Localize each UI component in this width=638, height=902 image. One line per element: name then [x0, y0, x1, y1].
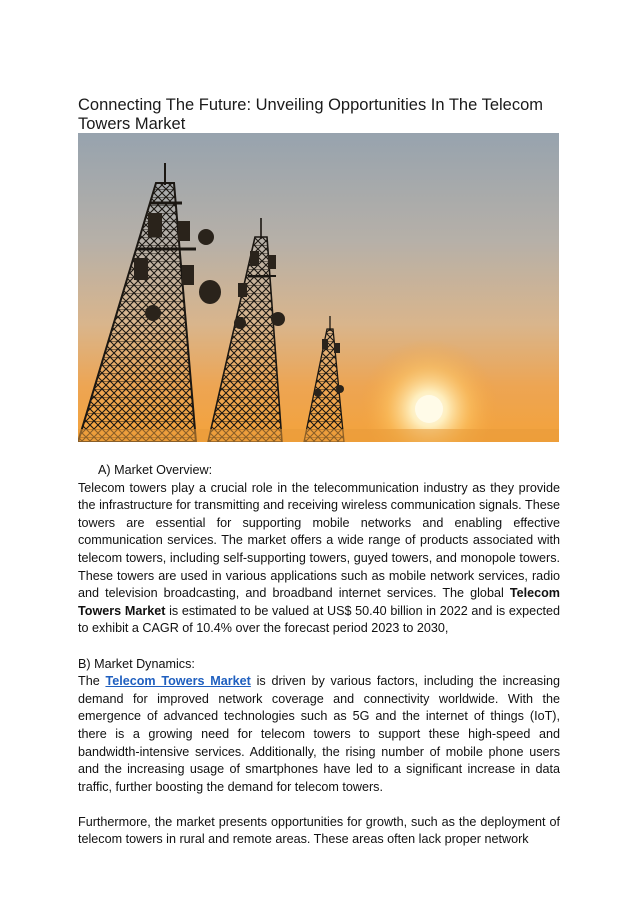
article-body	[78, 462, 560, 849]
overview-heading: A) Market Overview:	[98, 463, 213, 477]
dynamics-text-1: The	[78, 674, 106, 689]
overview-paragraph	[78, 480, 560, 638]
telecom-towers-sunset-photo	[78, 133, 559, 442]
article-title: Connecting The Future: Unveiling Opportunities In The Telecom Towers Market	[78, 96, 544, 133]
dynamics-text-2: is driven by various factors, including the increasing demand for improved network coverage and connectivity worldwide. With the emergence of advanced technologies such as 5G and the internet of things (IoT), there is a growing need for telecom towers to support these high-speed and bandwidth-intensive services. Additionally, the rising number of mobile phone users and the increasing usage of smartphones have led to a significant increase in data traffic, further boosting the demand for telecom towers.	[78, 674, 561, 794]
growth-paragraph: Furthermore, the market presents opportunities for growth, such as the deployment of telecom towers in rural and remote areas. These areas often lack proper network	[78, 814, 560, 847]
overview-text-2: is estimated to be valued at US$ 50.40 billion in 2022 and is expected to exhibit a CAGR of 10.4% over the forecast period 2023 to 2030,	[78, 603, 560, 636]
overview-bold-term: Telecom Towers Market	[78, 586, 560, 618]
overview-text-1: Telecom towers play a crucial role in the telecommunication industry as they provide the infrastructure for transmitting and receiving wireless communication signals. These towers are essential for supporting mobile networks and enabling effective communication services. The market offers a wide range of products associated with telecom towers, including self-supporting towers, guyed towers, and monopole towers. These towers are used in various applications such as mobile network services, radio and television broadcasting, and broadband internet services. The global	[78, 480, 560, 601]
dynamics-paragraph	[78, 673, 560, 796]
telecom-towers-market-link[interactable]: Telecom Towers Market	[105, 674, 251, 689]
dynamics-heading: B) Market Dynamics:	[78, 656, 195, 671]
